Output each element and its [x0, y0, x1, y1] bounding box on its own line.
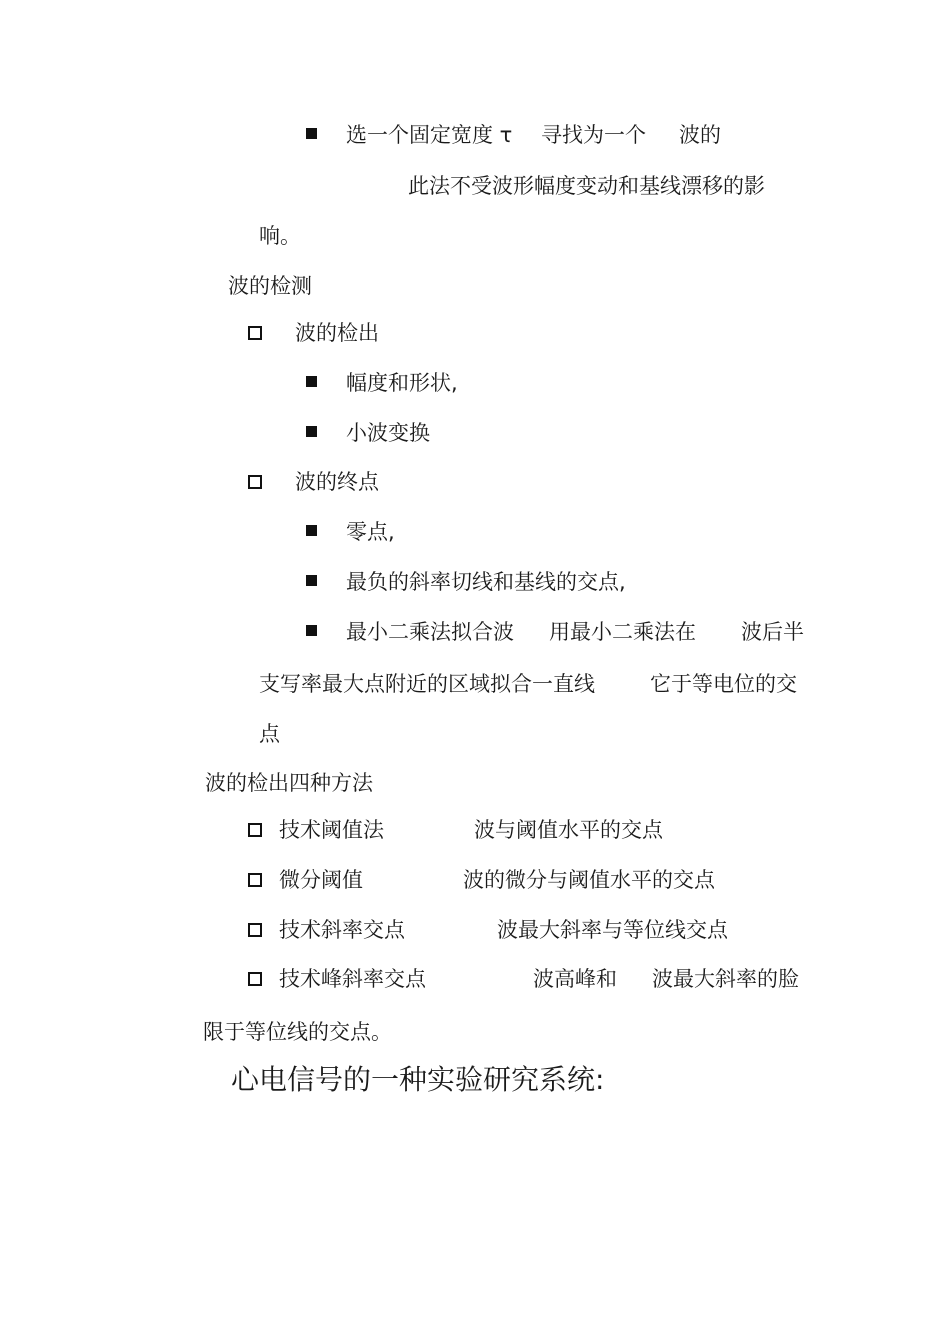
- section-heading-detection: 波的检测: [228, 274, 312, 298]
- hollow-square-icon: [248, 475, 262, 489]
- subsection-endpoint: 波的终点: [295, 470, 379, 494]
- filled-square-icon: [306, 128, 317, 139]
- line-1-text-a: 选一个固定宽度 τ: [346, 123, 513, 147]
- hollow-square-icon: [248, 923, 262, 937]
- hollow-square-icon: [248, 972, 262, 986]
- hollow-square-icon: [248, 823, 262, 837]
- method-2-desc: 波的微分与阈值水平的交点: [463, 868, 715, 892]
- method-4-name: 技术峰斜率交点: [279, 967, 426, 991]
- bullet-least-squares-b: 用最小二乘法在: [549, 620, 696, 644]
- bullet-amplitude-shape: 幅度和形状,: [346, 371, 458, 395]
- method-4-continuation: 限于等位线的交点。: [203, 1020, 392, 1044]
- filled-square-icon: [306, 525, 317, 536]
- bullet-wavelet: 小波变换: [346, 421, 430, 445]
- least-squares-continuation-b: 它于等电位的交: [650, 672, 797, 696]
- method-3-desc: 波最大斜率与等位线交点: [497, 918, 728, 942]
- subsection-detect: 波的检出: [295, 321, 379, 345]
- hollow-square-icon: [248, 326, 262, 340]
- least-squares-continuation-a: 支写率最大点附近的区域拟合一直线: [259, 672, 595, 696]
- bullet-least-squares-c: 波后半: [741, 620, 804, 644]
- bullet-least-squares-a: 最小二乘法拟合波: [346, 620, 514, 644]
- line-3-text: 响。: [259, 224, 301, 248]
- filled-square-icon: [306, 575, 317, 586]
- section-heading-four-methods: 波的检出四种方法: [205, 771, 373, 795]
- line-1-text-c: 波的: [679, 123, 721, 147]
- method-4-desc-a: 波高峰和: [533, 967, 617, 991]
- hollow-square-icon: [248, 873, 262, 887]
- bullet-tangent: 最负的斜率切线和基线的交点,: [346, 570, 626, 594]
- method-1-desc: 波与阈值水平的交点: [474, 818, 663, 842]
- method-3-name: 技术斜率交点: [279, 918, 405, 942]
- line-1-text-b: 寻找为一个: [541, 123, 646, 147]
- bullet-zero-point: 零点,: [346, 520, 395, 544]
- filled-square-icon: [306, 426, 317, 437]
- method-1-name: 技术阈值法: [279, 818, 384, 842]
- method-4-desc-b: 波最大斜率的脸: [652, 967, 799, 991]
- filled-square-icon: [306, 625, 317, 636]
- method-2-name: 微分阈值: [279, 868, 363, 892]
- filled-square-icon: [306, 376, 317, 387]
- line-2-text: 此法不受波形幅度变动和基线漂移的影: [408, 174, 765, 198]
- page-heading-ecg-system: 心电信号的一种实验研究系统:: [231, 1063, 605, 1096]
- least-squares-continuation-c: 点: [259, 722, 280, 746]
